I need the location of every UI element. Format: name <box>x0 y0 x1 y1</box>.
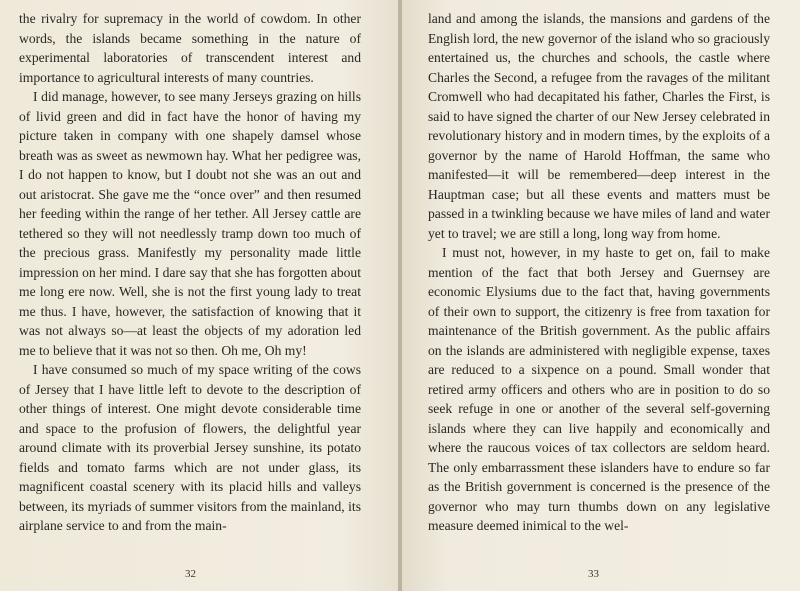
right-page <box>400 0 800 591</box>
left-page-number: 32 <box>185 568 196 580</box>
right-page-number: 33 <box>588 568 599 580</box>
left-paragraph-3: I have consumed so much of my space writing of the cows of Jersey that I have little left to devote to the description of other things of interest. One might devote considerable time and space to the profusion of flowers, the delightful year around climate with its proverbial Jersey sunshine, its potato fields and tomato farms which are not under glass, its magnificent coastal scenery with its placid hills and valleys between, its myriads of summer visitors from the mainland, its airplane service to and from the main- <box>19 362 361 533</box>
left-page-text <box>19 9 361 536</box>
book-gutter <box>398 0 402 591</box>
right-page-text <box>428 9 770 536</box>
right-paragraph-1: land and among the islands, the mansions and gardens of the English lord, the new governor of the island who so graciously entertained us, the churches and schools, the castle where Charles the Second, a refugee from the ravages of the militant Cromwell who had decapitated his father, Charles the First, is said to have signed the charter of our New Jersey celebrated in revolutionary history and in modern times, by the exploits of a governor by the name of Harold Hoffman, the same who manifested—it will be remembered—deep interest in the Hauptman case; but all these events and matters must be passed in a twinkling because we have miles of land and water yet to travel; we are still a long, long way from home. <box>428 11 770 241</box>
right-paragraph-2: I must not, however, in my haste to get on, fail to make mention of the fact that both Jersey and Guernsey are economic Elysiums due to the fact that, having governments of their own to support, the citizenry is free from taxation for maintenance of the British government. As the public affairs on the islands are administered with negligible expense, taxes are reduced to a sixpence on a pound. Small wonder that retired army officers and others who are in position to do so seek refuge in one or another of the several self-governing islands where they can live happily and economically and where the raucous voices of tax collectors are seldom heard. The only embarrassment these islanders have to endure so far as the British government is concerned is the presence of the governor who may turn thumbs down on any legislative measure deemed inimical to the wel- <box>428 245 770 533</box>
left-paragraph-2: I did manage, however, to see many Jerseys grazing on hills of livid green and did in fact have the honor of having my picture taken in company with one shapely damsel whose breath was as sweet as newmown hay. What her pedigree was, I do not happen to know, but I doubt not she was an out and out aristocrat. She gave me the “once over” and then resumed her feeding within the range of her tether. All Jersey cattle are tethered so they will not needlessly tramp down too much of the precious grass. Manifestly my personality made little impression on her mind. I dare say that she has forgotten about me long ere now. Well, she is not the first young lady to treat me thus. I have, however, the satisfaction of knowing that it was not always so—at least the objects of my adoration led me to believe that it was not so then. Oh me, Oh my! <box>19 89 361 358</box>
left-paragraph-1: the rivalry for supremacy in the world of cowdom. In other words, the islands became something in the nature of experimental laboratories of transcendent interest and importance to agricultural interests of many countries. <box>19 11 361 85</box>
